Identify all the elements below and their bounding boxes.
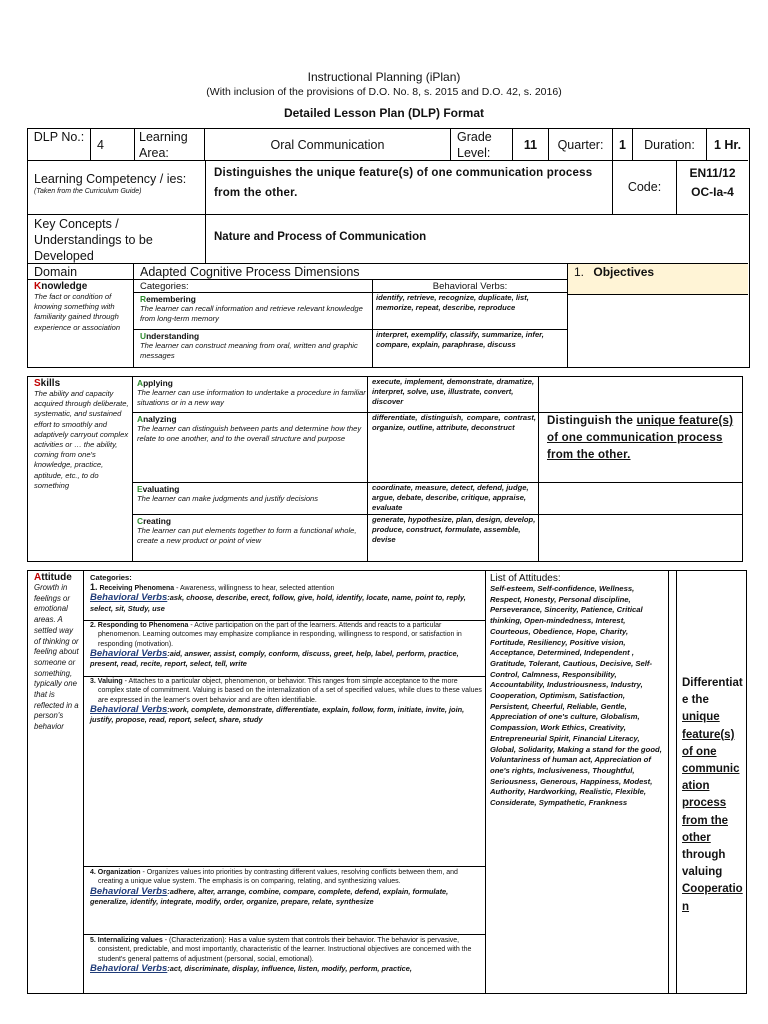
applying-verbs: execute, implement, demonstrate, dramatize, interpret, solve, use, illustrate, convert, discover bbox=[367, 377, 538, 413]
evaluating-description: The learner can make judgments and justify decisions bbox=[137, 494, 319, 503]
remembering-initial: R bbox=[140, 294, 147, 304]
attitude-categories-label: Categories: bbox=[90, 573, 132, 582]
attitude-cell bbox=[28, 571, 83, 993]
objectives-number: 1. bbox=[574, 265, 585, 279]
item-2-number: 2. bbox=[90, 622, 96, 629]
attitudes-list-label: List of Attitudes: bbox=[490, 573, 561, 584]
creating-verbs: generate, hypothesize, plan, design, develop, produce, construct, formulate, assemble, devise bbox=[367, 515, 538, 561]
item-4-title: Organization bbox=[97, 869, 141, 876]
item-4-bv-label: Behavioral Verbs bbox=[90, 885, 168, 897]
understanding-description: The learner can construct meaning from oral, written and graphic messages bbox=[140, 341, 358, 361]
dlp-value: 4 bbox=[90, 129, 134, 161]
skills-table bbox=[27, 376, 743, 562]
evaluating-cell bbox=[132, 483, 367, 515]
item-3-bv-label: Behavioral Verbs bbox=[90, 704, 168, 716]
skills-objective-text: Distinguish the bbox=[547, 415, 637, 427]
key-concepts-label: Key Concepts / Understandings to be Developed bbox=[28, 215, 205, 264]
skills-cell bbox=[28, 377, 132, 561]
remembering-label: emembering bbox=[146, 294, 196, 304]
attitude-item-1: 1. Receiving Phenomena - Awareness, willingness to hear, selected attention Behavioral Verbs:ask, choose, describe, erect, follow, give, hold, identify, locate, name, point to, reply, select, sit, Study, use bbox=[84, 583, 486, 621]
applying-initial: A bbox=[137, 378, 144, 388]
key-concepts-value: Nature and Process of Communication bbox=[205, 215, 748, 264]
item-4-verbs: adhere, alter, arrange, combine, compare, complete, defend, explain, formulate, generalize, identify, integrate, modify, order, organize, prepare, relate, synthesize bbox=[90, 886, 449, 907]
item-3-text: - Attaches to a particular object, phenomenon, or behavior. This ranges from simple acceptance to the more complex state of commitment. Valuing is based on the internalization of a set of specified values, while clues to these values are expressed in the learner's overt behavior and are often identifiable. bbox=[98, 678, 482, 704]
understanding-verbs: interpret, exemplify, classify, summarize, infer, compare, explain, paraphrase, discuss bbox=[372, 330, 567, 367]
analyzing-description: The learner can distinguish between parts and determine how they relate to one another, and to the overall structure and purpose bbox=[137, 424, 362, 444]
lesson-info-table bbox=[27, 128, 750, 368]
attitude-spacer-cell bbox=[668, 571, 676, 993]
item-1-verbs: ask, choose, describe, erect, follow, give, hold, identify, locate, name, point to, reply, select, sit, Study, use bbox=[90, 593, 466, 613]
attitude-description: Growth in feelings or emotional areas. A settled way of thinking or feeling about someone or something, typically one that is reflected in a person's behavior bbox=[34, 583, 79, 732]
attitude-initial: A bbox=[34, 572, 42, 583]
learning-area-label: Learning Area: bbox=[134, 129, 204, 161]
item-4-text: - Organizes values into priorities by contrasting different values, resolving conflicts between them, and creating a unique value system. The emphasis is on comparing, relating, and synthesizing values. bbox=[98, 869, 458, 886]
quarter-value: 1 bbox=[612, 129, 632, 161]
skills-objective-underlined: unique feature(s) of one communication process from the other. bbox=[547, 415, 734, 461]
item-3-title: Valuing bbox=[97, 678, 123, 685]
item-1-title: Receiving Phenomena bbox=[99, 585, 175, 592]
attitude-objective-c: through valuing bbox=[682, 849, 726, 879]
item-2-bv-label: Behavioral Verbs bbox=[90, 648, 168, 660]
knowledge-description: The fact or condition of knowing something with familiarity gained through experience or association bbox=[34, 292, 121, 332]
creating-objective-cell bbox=[538, 515, 742, 561]
knowledge-cell bbox=[28, 280, 133, 367]
item-5-text: - (Characterization): Has a value system that controls their behavior. The behavior is pervasive, consistent, predictable, and most importantly, characteristic of the learner. Instructional objectives are concerned with the student's general patterns of adjustment (personal, social, emotional). bbox=[98, 937, 472, 963]
knowledge-objective-cell bbox=[567, 294, 748, 367]
item-1-text: - Awareness, willingness to hear, selected attention bbox=[174, 585, 335, 592]
code-line-2: OC-Ia-4 bbox=[691, 185, 734, 199]
attitude-objective-a: Differentiate the bbox=[682, 677, 743, 707]
competency-label-cell bbox=[28, 161, 205, 215]
remembering-description: The learner can recall information and retrieve relevant knowledge from long-term memory bbox=[140, 304, 363, 324]
knowledge-label: nowledge bbox=[41, 281, 88, 292]
quarter-label: Quarter: bbox=[548, 129, 612, 161]
skills-label: kills bbox=[40, 378, 61, 389]
attitude-item-5: 5. Internalizing values - (Characterization): Has a value system that controls their behavior. The behavior is pervasive, consistent, predictable, and most importantly, characteristic of the learner. Instructional objectives are concerned with the student's general patterns of adjustment (personal, social, emotional). Behavioral Verbs:act, discriminate, display, influence, listen, modify, perform, practice, bbox=[90, 937, 472, 975]
understanding-label: nderstanding bbox=[146, 331, 200, 341]
duration-value: 1 Hr. bbox=[706, 129, 748, 161]
attitude-table bbox=[27, 570, 747, 994]
attitude-categories-cell bbox=[83, 571, 485, 993]
evaluating-objective-cell bbox=[538, 483, 742, 515]
analyzing-cell bbox=[132, 413, 367, 483]
code-line-1: EN11/12 bbox=[689, 166, 736, 180]
evaluating-initial: E bbox=[137, 484, 143, 494]
creating-label: reating bbox=[143, 516, 171, 526]
item-2-text: - Active participation on the part of the learners. Attends and reacts to a particular phenomenon. Learning outcomes may emphasize compliance in responding, willingness to respond, or satisfaction in responding (motivation). bbox=[98, 622, 462, 648]
item-3-verbs: work, complete, demonstrate, differentiate, explain, follow, form, initiate, invite, join, justify, propose, read, report, select, share, study bbox=[90, 705, 465, 725]
attitude-item-2: 2. Responding to Phenomena - Active participation on the part of the learners. Attends and reacts to a particular phenomenon. Learning outcomes may emphasize compliance in responding, willingness to respond, or satisfaction in responding (motivation). Behavioral Verbs:aid, answer, assist, comply, conform, discuss, greet, help, label, perform, practice, present, read, recite, report, select, tell, write bbox=[84, 621, 486, 677]
evaluating-label: valuating bbox=[142, 484, 180, 494]
remembering-cell bbox=[133, 293, 372, 330]
document-subtitle: (With inclusion of the provisions of D.O. No. 8, s. 2015 and D.O. 42, s. 2016) bbox=[206, 86, 562, 98]
competency-value: Distinguishes the unique feature(s) of one communication process from the other. bbox=[205, 161, 612, 215]
applying-description: The learner can use information to undertake a procedure in familiar situations or in a new way bbox=[137, 388, 366, 408]
item-1-bv-label: Behavioral Verbs bbox=[90, 592, 168, 604]
item-2-title: Responding to Phenomena bbox=[97, 622, 189, 629]
dlp-label: DLP No.: bbox=[28, 129, 90, 161]
categories-header: Categories: bbox=[133, 280, 372, 293]
duration-label: Duration: bbox=[632, 129, 706, 161]
item-5-verbs: act, discriminate, display, influence, listen, modify, perform, practice, bbox=[169, 964, 412, 974]
behavioral-verbs-header: Behavioral Verbs: bbox=[372, 280, 567, 293]
item-5-title: Internalizing values bbox=[97, 937, 163, 944]
understanding-initial: U bbox=[140, 331, 147, 341]
competency-label: Learning Competency / ies: bbox=[34, 172, 187, 186]
skills-description: The ability and capacity acquired through deliberate, systematic, and sustained effort to smoothly and adaptively carryout complex activities or … the ability, coming from one's knowledge, practice, aptitude, etc., to do something bbox=[34, 389, 129, 490]
dimensions-header: Adapted Cognitive Process Dimensions bbox=[133, 264, 567, 280]
skills-objective bbox=[538, 413, 742, 483]
evaluating-verbs: coordinate, measure, detect, defend, judge, argue, debate, describe, critique, appraise, evaluate bbox=[367, 483, 538, 515]
code-label: Code: bbox=[612, 161, 676, 215]
attitude-objective-b: unique feature(s) of one communication process from the other bbox=[682, 711, 740, 844]
attitude-item-4: 4. Organization - Organizes values into priorities by contrasting different values, resolving conflicts between them, and creating a unique value system. The emphasis is on comparing, relating, and synthesizing values. Behavioral Verbs:adhere, alter, arrange, combine, compare, complete, defend, explain, formulate, generalize, identify, integrate, modify, order, organize, prepare, relate, synthesize bbox=[84, 867, 486, 935]
domain-header: Domain bbox=[28, 264, 133, 280]
objectives-label: Objectives bbox=[593, 265, 655, 279]
item-5-number: 5. bbox=[90, 937, 96, 944]
attitude-objective-d: Cooperation bbox=[682, 883, 743, 913]
item-2-verbs: aid, answer, assist, comply, conform, discuss, greet, help, label, perform, practice, present, read, recite, report, select, tell, write bbox=[90, 649, 459, 669]
applying-label: pplying bbox=[143, 378, 173, 388]
creating-initial: C bbox=[137, 516, 144, 526]
attitudes-list-cell bbox=[485, 571, 668, 993]
applying-cell bbox=[132, 377, 367, 413]
knowledge-initial: K bbox=[34, 281, 42, 292]
understanding-cell bbox=[133, 330, 372, 367]
objectives-header bbox=[567, 264, 748, 294]
analyzing-label: nalyzing bbox=[143, 414, 177, 424]
attitude-objective bbox=[676, 571, 746, 993]
item-3-number: 3. bbox=[90, 678, 96, 685]
attitudes-list: Self-esteem, Self-confidence, Wellness, Respect, Honesty, Personal discipline, Perseverance, Sincerity, Patience, Critical thinking, Open-mindedness, Interest, Courteous, Obedience, Hope, Charity, Fortitude, Resiliency, Positive vision, Acceptance, Determined, Independent , Gratitude, Tolerant, Cautious, Decisive, Self-Control, Calmness, Responsibility, Accountability, Industriousness, Industry, Cooperation, Optimism, Satisfaction, Persistent, Cheerful, Reliable, Gentle, Appreciation of one's culture, Globalism, Compassion, Work Ethics, Creativity, Entrepreneurial Spirit, Financial Literacy, Global, Solidarity, Making a stand for the good, Voluntariness of human act, Appreciation of one's rights, Inclusiveness, Thoughtful, Seriousness, Generous, Happiness, Modest, Authority, Hardworking, Realistic, Flexible, Considerate, Sympathetic, Frankness bbox=[490, 584, 662, 808]
creating-cell bbox=[132, 515, 367, 561]
format-title: Detailed Lesson Plan (DLP) Format bbox=[283, 106, 485, 120]
item-4-number: 4. bbox=[90, 869, 96, 876]
item-5-bv-label: Behavioral Verbs bbox=[90, 963, 168, 975]
remembering-verbs: identify, retrieve, recognize, duplicate, list, memorize, repeat, describe, reproduce bbox=[372, 293, 567, 330]
item-1-number: 1. bbox=[90, 582, 98, 592]
analyzing-verbs: differentiate, distinguish, compare, contrast, organize, outline, attribute, deconstruct bbox=[367, 413, 538, 483]
learning-area-value: Oral Communication bbox=[204, 129, 450, 161]
code-value bbox=[676, 161, 748, 215]
creating-description: The learner can put elements together to form a functional whole, create a new product or point of view bbox=[137, 526, 357, 546]
grade-level-value: 11 bbox=[512, 129, 548, 161]
skills-initial: S bbox=[34, 378, 41, 389]
attitude-item-3: 3. Valuing - Attaches to a particular object, phenomenon, or behavior. This ranges from simple acceptance to the more complex state of commitment. Valuing is based on the internalization of a set of specified values, while clues to these values are expressed in the learner's overt behavior and are often identifiable. Behavioral Verbs:work, complete, demonstrate, differentiate, explain, follow, form, initiate, invite, join, justify, propose, read, report, select, share, study bbox=[84, 677, 486, 867]
applying-objective-cell bbox=[538, 377, 742, 413]
competency-note: (Taken from the Curriculum Guide) bbox=[34, 188, 142, 195]
document-title: Instructional Planning (iPlan) bbox=[307, 70, 461, 84]
analyzing-initial: A bbox=[137, 414, 144, 424]
attitude-label: ttitude bbox=[41, 572, 72, 583]
grade-level-label: Grade Level: bbox=[450, 129, 512, 161]
